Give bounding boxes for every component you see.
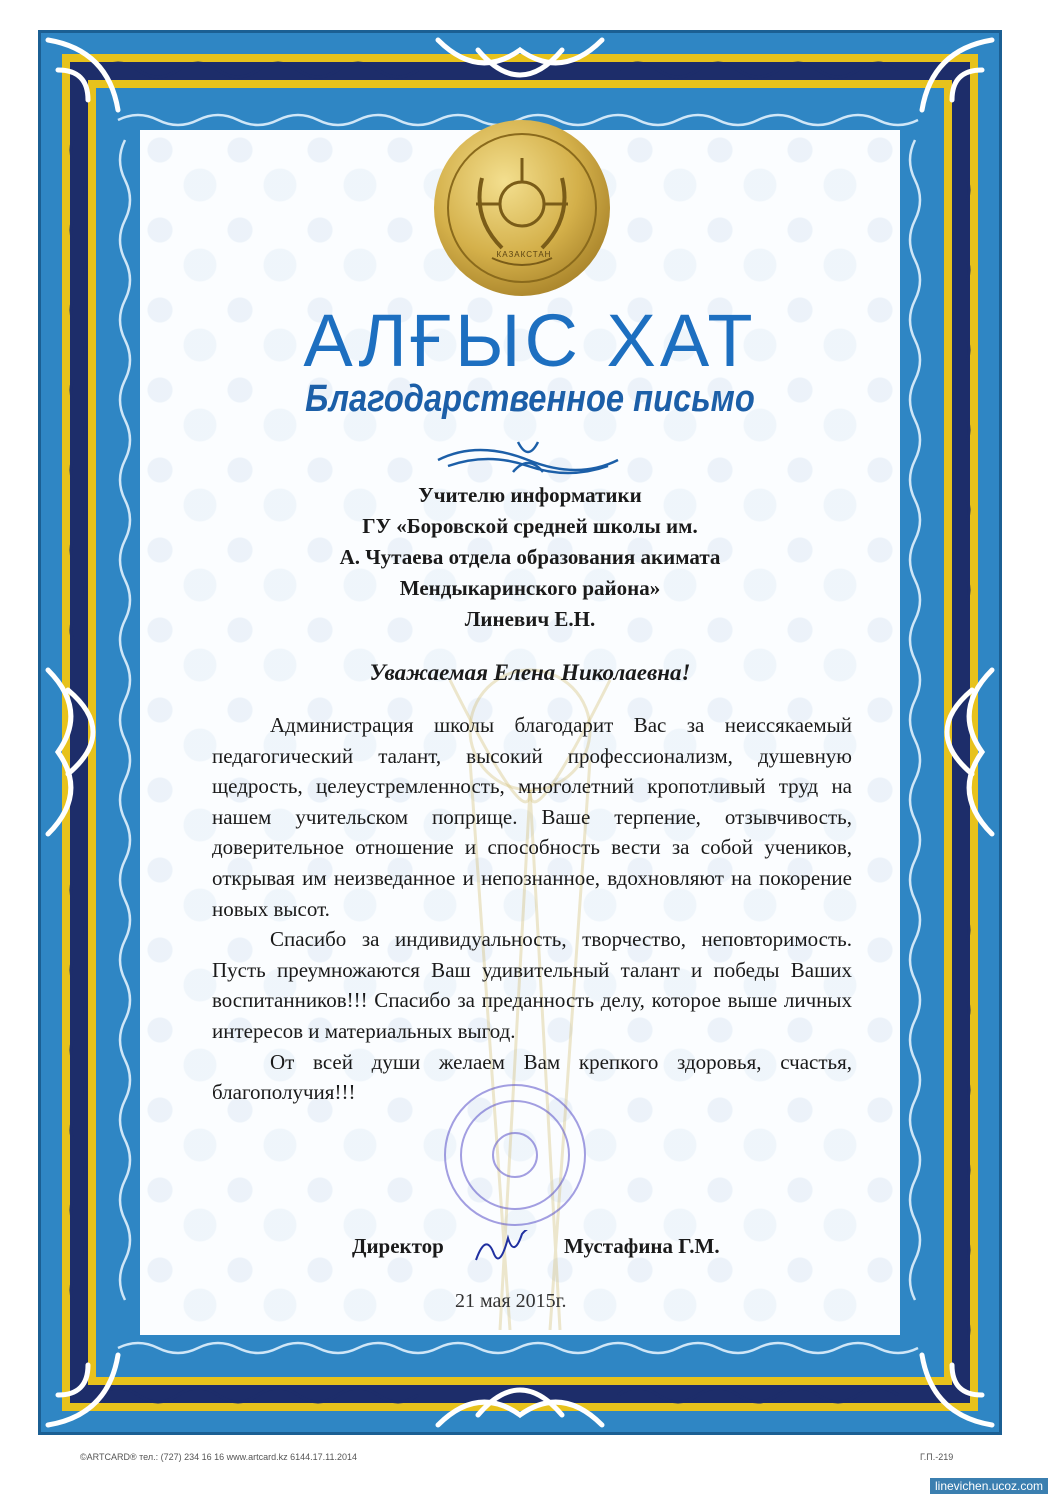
form-code: Г.П.-219: [920, 1452, 954, 1462]
addressee-line: А. Чутаева отдела образования акимата: [339, 545, 721, 569]
publisher-footer: ©ARTCARD® тел.: (727) 234 16 16 www.artcard.kz 6144.17.11.2014: [80, 1452, 358, 1462]
body-paragraph: Спасибо за индивидуальность, творчество, неповторимость. Пусть преумножаются Ваш удивительный талант и победы Ваших воспитанников!!! Спасибо за преданность делу, которое выше личных интересов и материальных выгод.: [212, 927, 852, 1043]
official-stamp: [440, 1080, 590, 1230]
letter-body: [212, 710, 852, 1108]
addressee-name: Линевич Е.Н.: [464, 607, 596, 631]
greeting: Уважаемая Елена Николаевна!: [369, 660, 691, 685]
signer-title: Директор: [352, 1234, 444, 1258]
body-paragraph: Администрация школы благодарит Вас за неиссякаемый педагогический талант, высокий профессионализм, душевную щедрость, целеустремленность, многолетний кропотливый труд на нашем учительском поприще. Ваше терпение, отзывчивость, доверительное отношение и способность вести за собой учеников, открывая им неизведанное и непознанное, вдохновляют на покорение новых высот.: [212, 713, 852, 921]
emblem-caption: КАЗАКСТАН: [496, 250, 552, 259]
title-kazakh: АЛҒЫС ХАТ: [303, 299, 757, 382]
site-watermark: linevichen.ucoz.com: [930, 1478, 1048, 1494]
handwritten-signature: [468, 1230, 548, 1270]
signer-name: Мустафина Г.М.: [564, 1234, 720, 1258]
title-flourish: [428, 432, 628, 482]
document-date: 21 мая 2015г.: [455, 1290, 567, 1312]
state-emblem: [432, 118, 612, 298]
title-russian: Благодарственное письмо: [305, 378, 755, 420]
addressee-block: [250, 480, 810, 635]
addressee-line: Учителю информатики: [418, 483, 642, 507]
addressee-line: Мендыкаринского района»: [399, 576, 661, 600]
addressee-line: ГУ «Боровской средней школы им.: [362, 514, 698, 538]
body-paragraph: От всей души желаем Вам крепкого здоровья, счастья, благополучия!!!: [212, 1049, 852, 1105]
